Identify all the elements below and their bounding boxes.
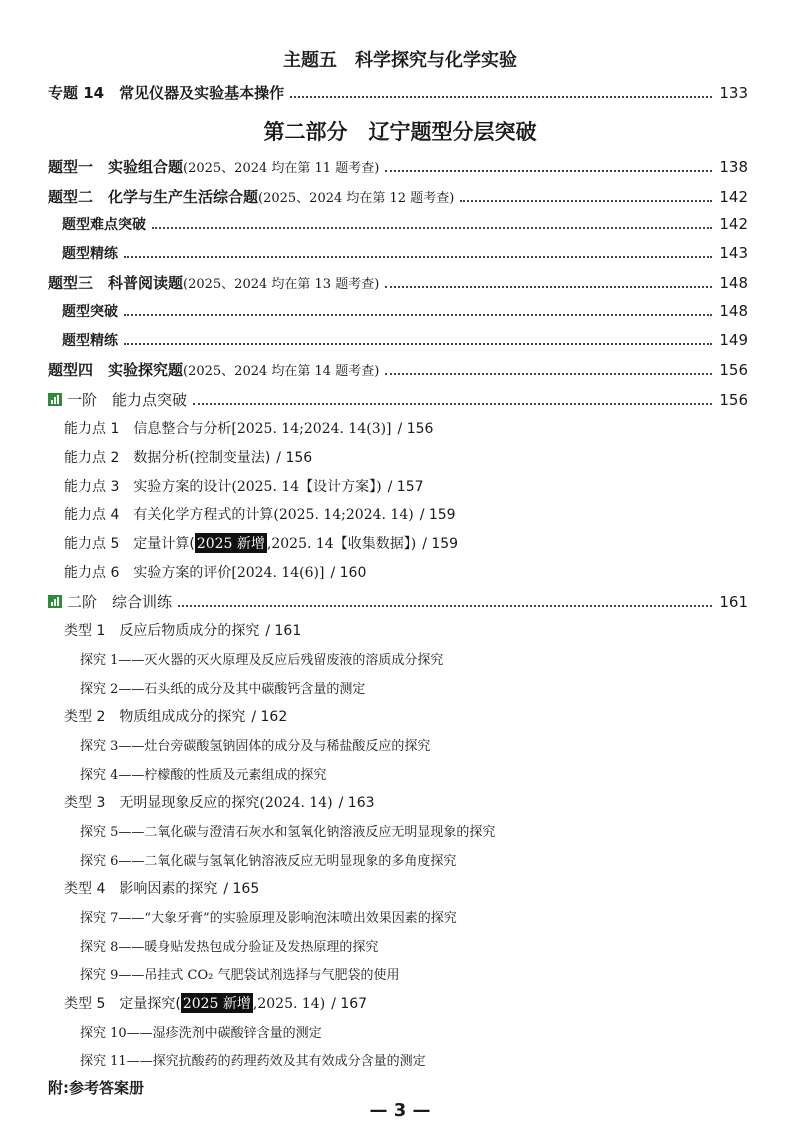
- dot-leader: [124, 314, 712, 316]
- toc-entry-type4[interactable]: [0, 359, 800, 380]
- explore-4[interactable]: 探究 4——柠檬酸的性质及元素组成的探究: [80, 768, 327, 783]
- explore-8[interactable]: 探究 8——暖身贴发热包成分验证及发热原理的探究: [80, 940, 379, 955]
- ability-page: / 156: [397, 421, 434, 437]
- category-label: 类型 1 反应后物质成分的探究: [64, 623, 260, 639]
- category-label: 类型 2 物质组成成分的探究: [64, 709, 246, 725]
- toc-page: 142: [719, 215, 748, 233]
- appendix-answer-book[interactable]: 附:参考答案册: [48, 1079, 144, 1097]
- toc-page: 161: [719, 593, 748, 611]
- toc-page: 156: [719, 391, 748, 409]
- dot-leader: [385, 373, 712, 375]
- toc-page: 133: [719, 84, 748, 102]
- ability-ref: [2024. 14(6)]: [231, 565, 325, 581]
- ability-ref: (2025. 14【设计方案】): [231, 479, 382, 495]
- toc-page: 156: [719, 361, 748, 379]
- dot-leader: [178, 605, 712, 607]
- bar-chart-icon: [48, 393, 62, 406]
- toc-entry-stage1[interactable]: [0, 389, 800, 410]
- category-4[interactable]: [64, 878, 259, 898]
- toc-label: 一阶 能力点突破: [67, 391, 188, 409]
- toc-label: 题型一 实验组合题: [48, 158, 184, 176]
- category-page: / 162: [251, 709, 288, 725]
- toc-label: 题型难点突破: [62, 217, 146, 233]
- ability-label: 能力点 6 实验方案的评价: [64, 565, 232, 581]
- dot-leader: [193, 403, 712, 405]
- ability-page: / 157: [387, 479, 424, 495]
- ability-point-3[interactable]: [64, 476, 424, 496]
- toc-label: 题型三 科普阅读题: [48, 274, 184, 292]
- ability-page: / 156: [276, 450, 313, 466]
- category-ref: (2024. 14): [259, 795, 333, 811]
- toc-label: 题型精练: [62, 246, 118, 262]
- category-page: / 163: [338, 795, 375, 811]
- toc-label: 题型二 化学与生产生活综合题: [48, 188, 259, 206]
- category-page: / 165: [223, 881, 260, 897]
- toc-entry-type2[interactable]: [0, 186, 800, 207]
- toc-label: 专题 14 常见仪器及实验基本操作: [48, 84, 285, 102]
- category-label: 类型 4 影响因素的探究: [64, 881, 218, 897]
- ability-page: / 159: [422, 536, 459, 552]
- part2-title: 第二部分 辽宁题型分层突破: [263, 119, 537, 144]
- explore-7[interactable]: 探究 7——“大象牙膏”的实验原理及影响泡沫喷出效果因素的探究: [80, 911, 457, 926]
- ability-page: / 160: [330, 565, 367, 581]
- ability-label: 能力点 5 定量计算(: [64, 536, 195, 552]
- ability-point-4[interactable]: [64, 504, 456, 524]
- explore-5[interactable]: 探究 5——二氧化碳与澄清石灰水和氢氧化钠溶液反应无明显现象的探究: [80, 825, 496, 840]
- toc-note: (2025、2024 均在第 11 题考查): [183, 161, 380, 176]
- explore-6[interactable]: 探究 6——二氧化碳与氢氧化钠溶液反应无明显现象的多角度探究: [80, 854, 457, 869]
- toc-label: 题型精练: [62, 333, 118, 349]
- category-ref: ,2025. 14): [252, 996, 326, 1012]
- toc-label: 题型四 实验探究题: [48, 361, 184, 379]
- dot-leader: [385, 286, 712, 288]
- ability-point-2[interactable]: [64, 447, 312, 467]
- toc-label: 题型突破: [62, 304, 118, 320]
- toc-page: 142: [719, 188, 748, 206]
- ability-label: 能力点 1 信息整合与分析: [64, 421, 232, 437]
- toc-entry-type3-sub1[interactable]: [0, 301, 800, 321]
- category-label: 类型 5 定量探究(: [64, 996, 181, 1012]
- toc-page: 143: [719, 244, 748, 262]
- ability-point-6[interactable]: [64, 562, 366, 582]
- toc-entry-type3[interactable]: [0, 272, 800, 293]
- ability-ref: ,2025. 14【收集数据】): [266, 536, 417, 552]
- explore-2[interactable]: 探究 2——石头纸的成分及其中碳酸钙含量的测定: [80, 682, 366, 697]
- ability-point-5[interactable]: [64, 533, 458, 553]
- ability-label: 能力点 4 有关化学方程式的计算: [64, 507, 274, 523]
- toc-entry-type1[interactable]: [0, 156, 800, 177]
- ability-ref: (2025. 14;2024. 14): [273, 507, 414, 523]
- dot-leader: [152, 227, 712, 229]
- explore-3[interactable]: 探究 3——灶台旁碳酸氢钠固体的成分及与稀盐酸反应的探究: [80, 739, 431, 754]
- category-3[interactable]: [64, 792, 375, 812]
- ability-page: / 159: [419, 507, 456, 523]
- toc-entry-type3-sub2[interactable]: [0, 330, 800, 350]
- category-page: / 161: [265, 623, 302, 639]
- dot-leader: [385, 170, 712, 172]
- explore-11[interactable]: 探究 11——探究抗酸药的药理药效及其有效成分含量的测定: [80, 1054, 426, 1069]
- toc-entry-stage2[interactable]: [0, 591, 800, 612]
- toc-page: 138: [719, 158, 748, 176]
- ability-label: 能力点 2 数据分析(控制变量法): [64, 450, 271, 466]
- category-label: 类型 3 无明显现象反应的探究: [64, 795, 260, 811]
- ability-point-1[interactable]: [64, 418, 433, 438]
- toc-page: 148: [719, 274, 748, 292]
- dot-leader: [460, 200, 712, 202]
- explore-10[interactable]: 探究 10——湿疹洗剂中碳酸锌含量的测定: [80, 1026, 322, 1041]
- toc-label: 二阶 综合训练: [67, 593, 173, 611]
- category-page: / 167: [331, 996, 368, 1012]
- dot-leader: [290, 96, 712, 98]
- dot-leader: [124, 343, 712, 345]
- ability-label: 能力点 3 实验方案的设计: [64, 479, 232, 495]
- category-5[interactable]: [64, 993, 367, 1013]
- explore-9[interactable]: 探究 9——吊挂式 CO₂ 气肥袋试剂选择与气肥袋的使用: [80, 968, 400, 983]
- category-1[interactable]: [64, 620, 301, 640]
- toc-entry-type2-sub1[interactable]: [0, 214, 800, 234]
- toc-note: (2025、2024 均在第 13 题考查): [183, 277, 380, 292]
- toc-note: (2025、2024 均在第 12 题考查): [258, 191, 455, 206]
- explore-1[interactable]: 探究 1——灭火器的灭火原理及反应后残留废液的溶质成分探究: [80, 653, 444, 668]
- new-2025-badge: 2025 新增: [181, 993, 253, 1013]
- toc-entry-type2-sub2[interactable]: [0, 243, 800, 263]
- toc-entry-topic14[interactable]: [0, 82, 800, 103]
- ability-ref: [2025. 14;2024. 14(3)]: [231, 421, 392, 437]
- toc-note: (2025、2024 均在第 14 题考查): [183, 364, 380, 379]
- toc-page: 148: [719, 302, 748, 320]
- page-number: — 3 —: [369, 1100, 431, 1121]
- dot-leader: [124, 256, 712, 258]
- theme5-title: 主题五 科学探究与化学实验: [283, 50, 517, 71]
- new-2025-badge: 2025 新增: [195, 533, 267, 553]
- toc-page: 149: [719, 331, 748, 349]
- category-2[interactable]: [64, 706, 287, 726]
- bar-chart-icon: [48, 595, 62, 608]
